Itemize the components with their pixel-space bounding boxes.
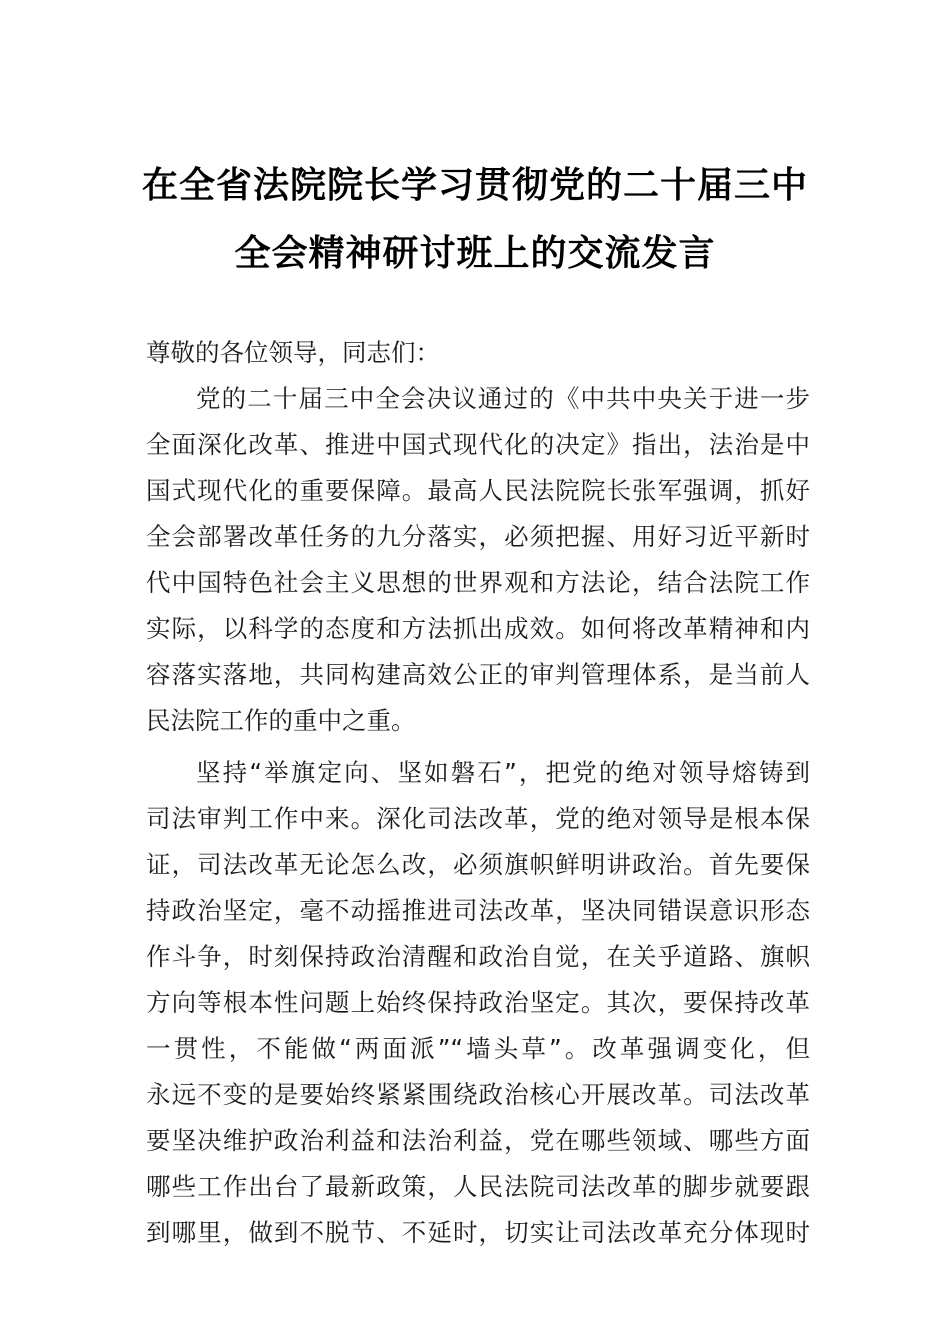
paragraph-line: 实际，以科学的态度和方法抓出成效。如何将改革精神和内 <box>146 614 810 643</box>
paragraph-line: 国式现代化的重要保障。最高人民法院院长张军强调，抓好 <box>146 476 810 505</box>
paragraph-2 <box>146 750 810 1256</box>
paragraph-line: 代中国特色社会主义思想的世界观和方法论，结合法院工作 <box>146 568 810 597</box>
paragraph-line: 证，司法改革无论怎么改，必须旗帜鲜明讲政治。首先要保 <box>146 850 810 879</box>
paragraph-line: 全会部署改革任务的九分落实，必须把握、用好习近平新时 <box>146 522 810 551</box>
paragraph-line: 到哪里，做到不脱节、不延时，切实让司法改革充分体现时 <box>146 1218 810 1247</box>
paragraph-line: 党的二十届三中全会决议通过的《中共中央关于进一步 <box>196 384 810 413</box>
paragraph-line: 民法院工作的重中之重。 <box>146 706 416 735</box>
document-title-line-2: 全会精神研讨班上的交流发言 <box>234 232 716 274</box>
document-title-line-1: 在全省法院院长学习贯彻党的二十届三中 <box>141 164 808 206</box>
paragraph-1 <box>146 376 810 744</box>
paragraph-line: 司法审判工作中来。深化司法改革，党的绝对领导是根本保 <box>146 804 810 833</box>
paragraph-line: 全面深化改革、推进中国式现代化的决定》指出，法治是中 <box>146 430 810 459</box>
paragraph-line: 要坚决维护政治利益和法治利益，党在哪些领域、哪些方面 <box>146 1126 810 1155</box>
document-body <box>146 330 810 1256</box>
paragraph-line: 方向等根本性问题上始终保持政治坚定。其次，要保持改革 <box>146 988 810 1017</box>
paragraph-line: 持政治坚定，毫不动摇推进司法改革，坚决同错误意识形态 <box>146 896 810 925</box>
paragraph-line: 容落实落地，共同构建高效公正的审判管理体系，是当前人 <box>146 660 810 689</box>
paragraph-line: 永远不变的是要始终紧紧围绕政治核心开展改革。司法改革 <box>146 1080 810 1109</box>
paragraph-line: 坚持“举旗定向、坚如磐石”，把党的绝对领导熔铸到 <box>196 758 810 787</box>
paragraph-line: 一贯性，不能做“两面派”“墙头草”。改革强调变化，但 <box>146 1034 810 1063</box>
paragraph-line: 作斗争，时刻保持政治清醒和政治自觉，在关乎道路、旗帜 <box>146 942 810 971</box>
salutation: 尊敬的各位领导，同志们： <box>146 338 440 367</box>
paragraph-line: 哪些工作出台了最新政策，人民法院司法改革的脚步就要跟 <box>146 1172 810 1201</box>
